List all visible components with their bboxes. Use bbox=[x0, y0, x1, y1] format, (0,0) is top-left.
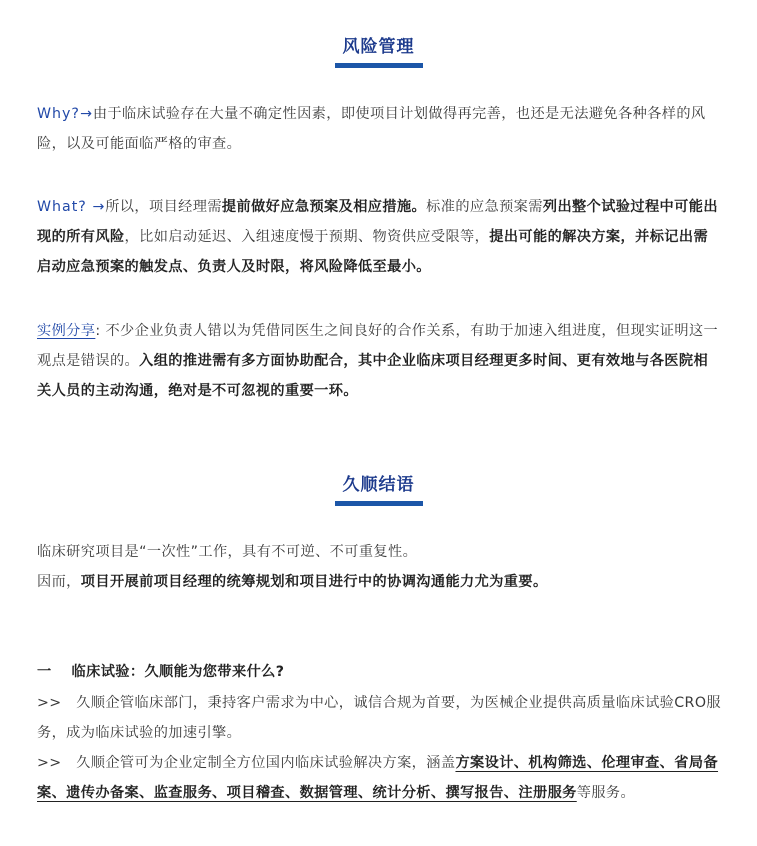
what-text-1: 所以，项目经理需 bbox=[105, 199, 222, 215]
section-heading-risk bbox=[0, 36, 757, 68]
why-text: 由于临床试验存在大量不确定性因素，即使项目计划做得再完善，也还是无法避免各种各样的风险，以及可能面临严格的审查。 bbox=[37, 106, 706, 152]
section-heading-conclusion bbox=[0, 474, 757, 506]
conclusion-line-1: 临床研究项目是“一次性”工作，具有不可逆、不可重复性。 bbox=[37, 544, 418, 560]
what-text-2: 标准的应急预案需 bbox=[426, 199, 543, 215]
why-label: Why?→ bbox=[37, 106, 93, 122]
case-paragraph bbox=[37, 316, 722, 406]
what-bold-1: 提前做好应急预案及相应措施。 bbox=[221, 199, 427, 215]
services-list-underlined: 方案设计、机构筛选、伦理审查、省局备案、遗传办备案、监查服务、项目稽查、数据管理、统计分析、撰写报告、注册服务 bbox=[37, 755, 719, 801]
services-heading: 一 临床试验：久顺能为您带来什么? bbox=[37, 664, 285, 680]
services-item-2 bbox=[37, 748, 722, 808]
why-paragraph bbox=[37, 99, 722, 159]
what-label: What? → bbox=[37, 199, 106, 215]
conclusion-text: 因而， bbox=[37, 574, 81, 590]
services-item-2-text: >> 久顺企管可为企业定制全方位国内临床试验解决方案，涵盖 bbox=[37, 755, 456, 771]
case-label: 实例分享 bbox=[37, 323, 96, 339]
services-item-2-tail: 等服务。 bbox=[576, 785, 636, 801]
section-title: 久顺结语 bbox=[335, 474, 423, 506]
what-text-3: ，比如启动延迟、入组速度慢于预期、物资供应受限等， bbox=[124, 229, 490, 245]
what-bold-3: 提出可能的解决方案，并标记出需启动应急预案的触发点、负责人及时限，将风险降低至最小。 bbox=[37, 229, 709, 275]
section-title: 风险管理 bbox=[335, 36, 423, 68]
services-item-1: >> 久顺企管临床部门，秉持客户需求为中心，诚信合规为首要，为医械企业提供高质量临床试验CRO服务，成为临床试验的加速引擎。 bbox=[37, 695, 721, 741]
case-text-1: : 不少企业负责人错以为凭借同医生之间良好的合作关系，有助于加速入组进度，但现实证明这一观点是错误的。 bbox=[37, 323, 719, 369]
case-bold-1: 入组的推进需有多方面协助配合，其中企业临床项目经理更多时间、更有效地与各医院相关人员的主动沟通，绝对是不可忽视的重要一环。 bbox=[37, 353, 709, 399]
what-paragraph bbox=[37, 192, 722, 282]
what-bold-2: 列出整个试验过程中可能出现的所有风险 bbox=[37, 199, 718, 245]
conclusion-bold: 项目开展前项目经理的统筹规划和项目进行中的协调沟通能力尤为重要。 bbox=[80, 574, 548, 590]
conclusion-line-2 bbox=[37, 567, 722, 597]
